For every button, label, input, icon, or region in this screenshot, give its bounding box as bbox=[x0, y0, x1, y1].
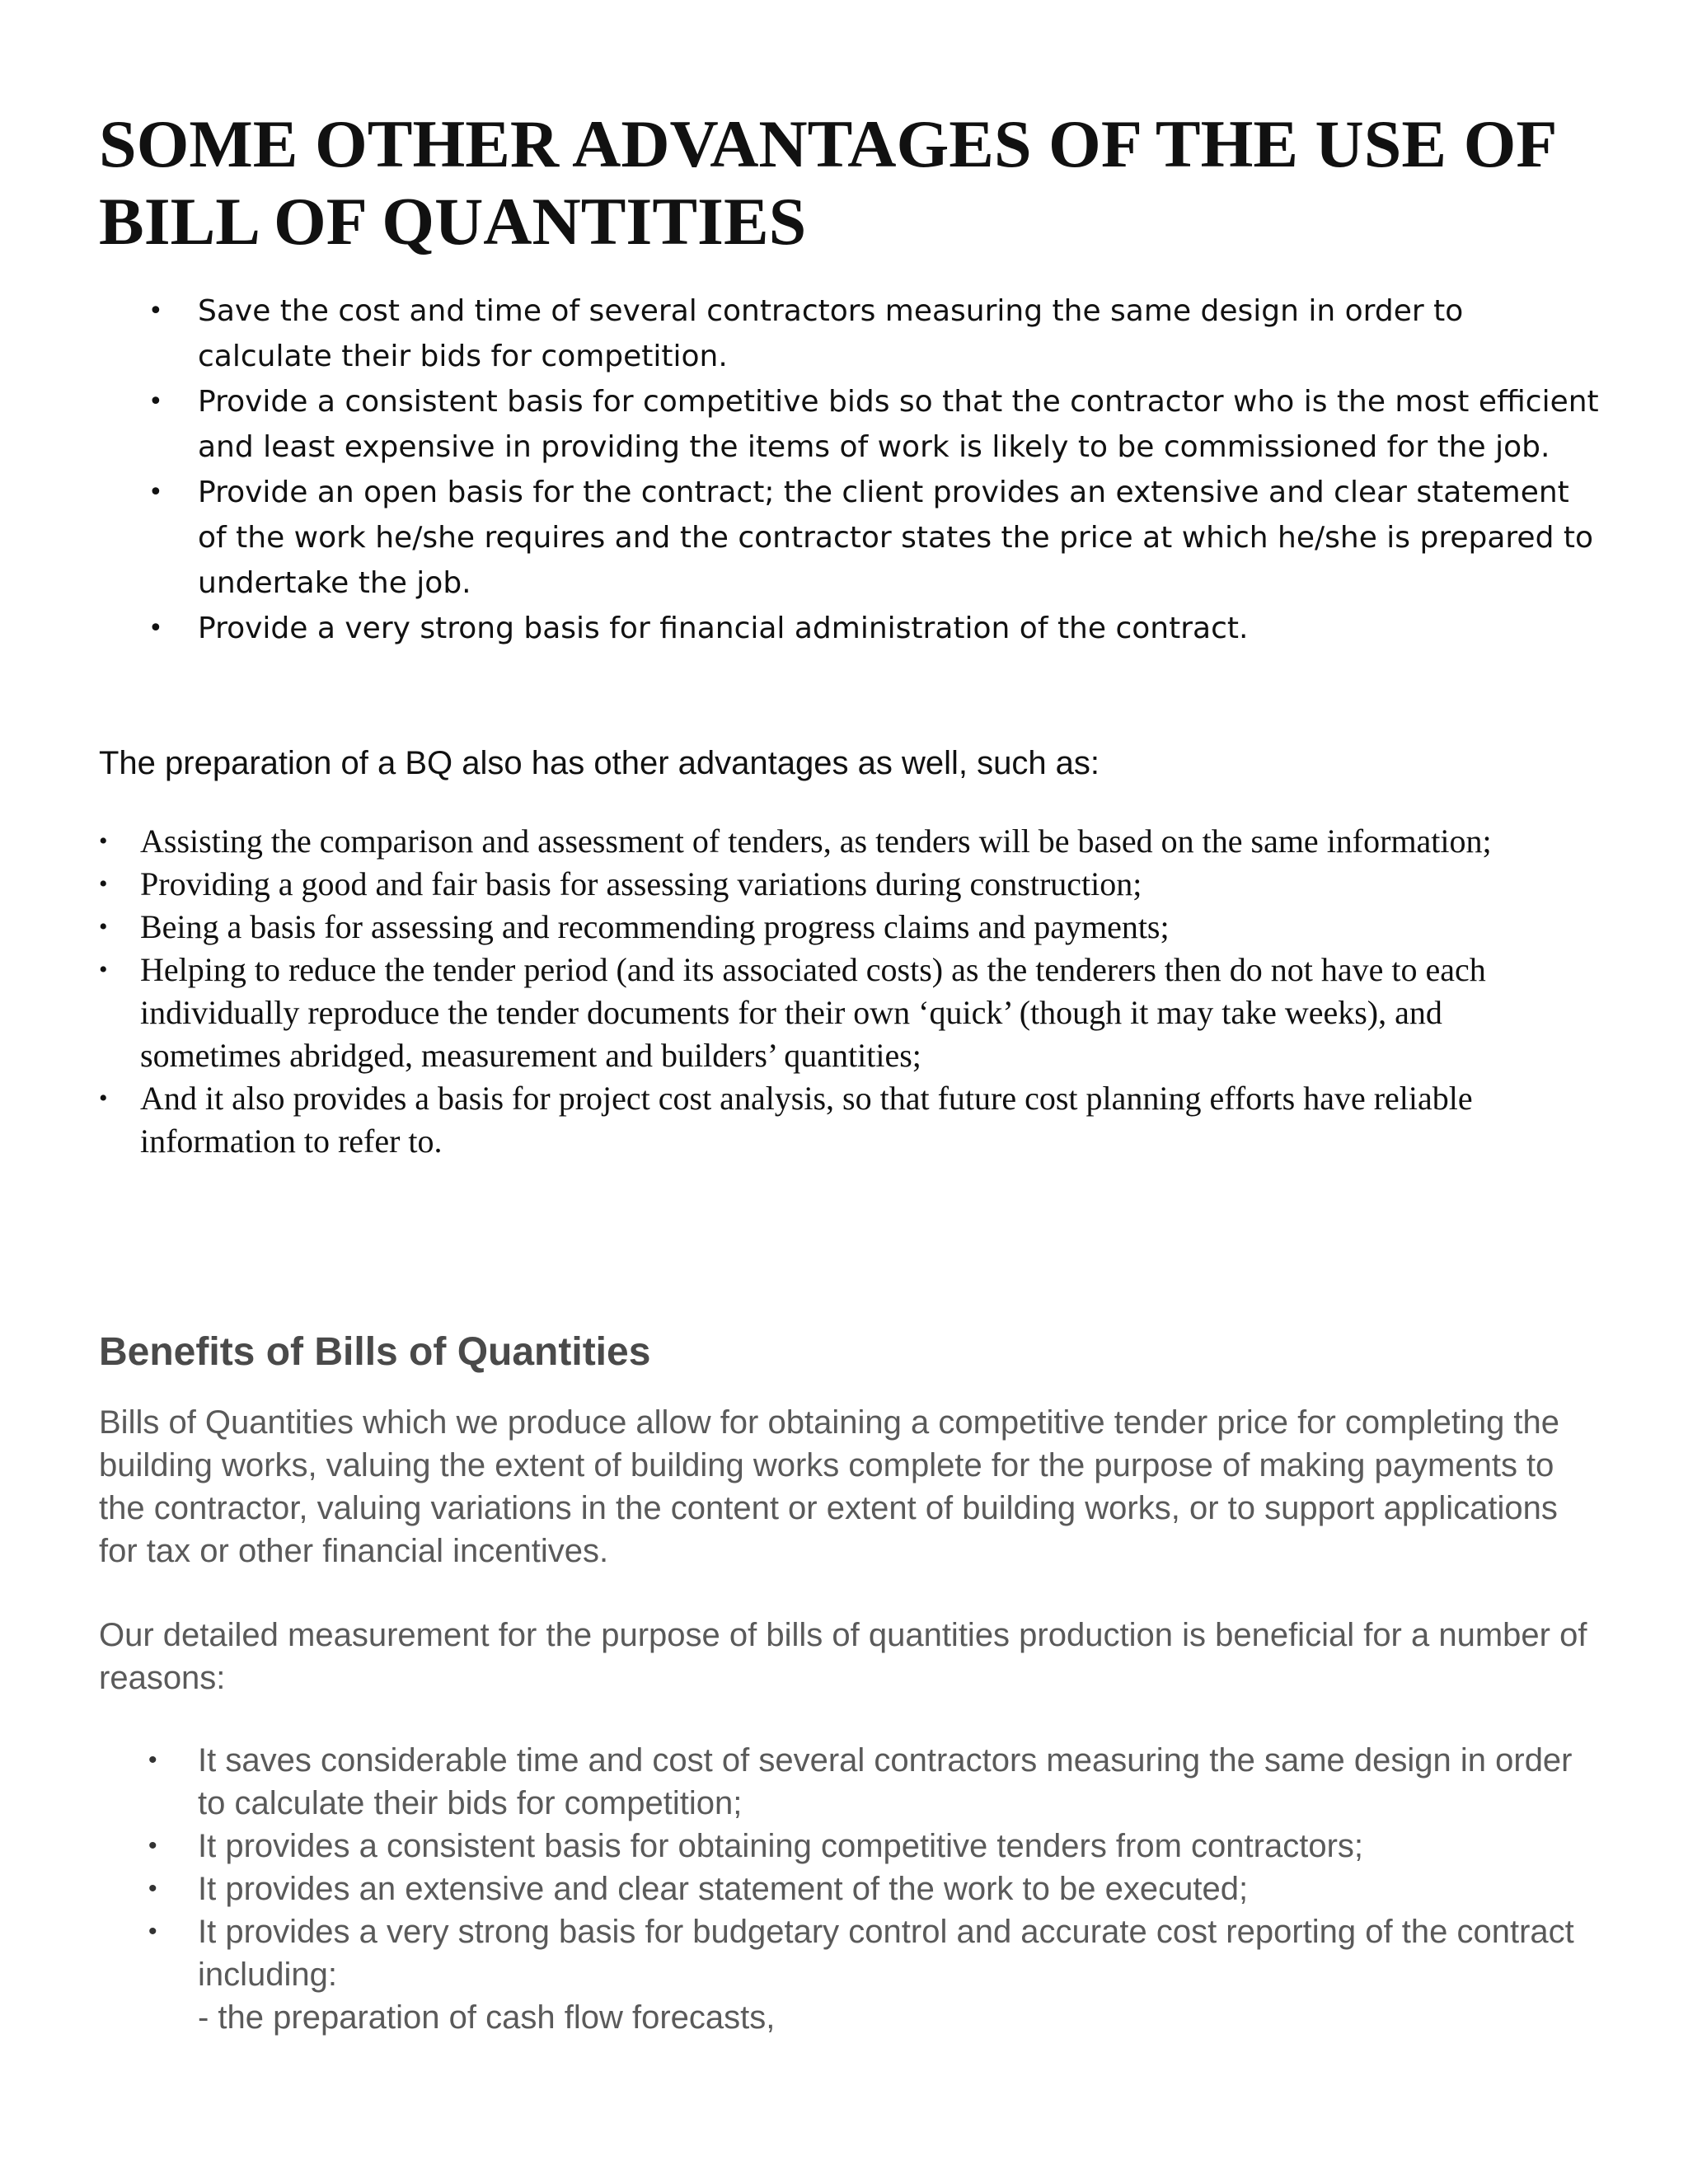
list-item bbox=[99, 606, 1599, 651]
list-item-text: It provides a very strong basis for budgetary control and accurate cost reporting of the contract including: bbox=[198, 1914, 1574, 1993]
list-item bbox=[99, 288, 1599, 379]
list-item-text: Providing a good and fair basis for assessing variations during construction; bbox=[140, 865, 1142, 902]
page-title: SOME OTHER ADVANTAGES OF THE USE OF BILL OF QUANTITIES bbox=[99, 106, 1555, 259]
bullet-icon: • bbox=[148, 614, 163, 643]
list-item bbox=[99, 863, 1582, 906]
intro-sentence: The preparation of a BQ also has other advantages as well, such as: bbox=[99, 745, 1100, 781]
bullet-icon: • bbox=[148, 478, 163, 507]
sub-item-text: - the preparation of cash flow forecasts, bbox=[198, 1999, 776, 2036]
list-item bbox=[99, 906, 1582, 949]
bullet-icon: • bbox=[99, 956, 108, 983]
list-item bbox=[99, 1868, 1599, 1910]
bullet-icon: • bbox=[148, 1746, 157, 1774]
bq-advantages-list bbox=[99, 820, 1582, 1163]
list-item bbox=[99, 820, 1582, 863]
list-item bbox=[99, 1077, 1582, 1163]
benefits-list bbox=[99, 1739, 1599, 2039]
benefits-paragraph: Bills of Quantities which we produce allow for obtaining a competitive tender price for completing the building works, valuing the extent of building works complete for the purpose of making payments to the contractor, valuing variations in the content or extent of building works, or to support applications for tax or other financial incentives. bbox=[99, 1404, 1560, 1569]
bullet-icon: • bbox=[148, 1918, 157, 1945]
advantages-list bbox=[99, 288, 1599, 651]
bullet-icon: • bbox=[99, 913, 108, 940]
list-item-text: Helping to reduce the tender period (and its associated costs) as the tenderers then do not have to each individually reproduce the tender documents for their own ‘quick’ (though it may take weeks), and sometimes abridged, measurement and builders’ quantities; bbox=[140, 951, 1486, 1074]
bullet-icon: • bbox=[148, 1875, 157, 1902]
bullet-icon: • bbox=[148, 387, 163, 416]
list-item-text: Provide a consistent basis for competitive bids so that the contractor who is the most efficient and least expensive in providing the items of work is likely to be commissioned for the job. bbox=[198, 385, 1599, 464]
list-item-text: Assisting the comparison and assessment of tenders, as tenders will be based on the same information; bbox=[140, 823, 1492, 860]
list-item-text: Provide a very strong basis for financial administration of the contract. bbox=[198, 612, 1249, 645]
list-item bbox=[99, 949, 1582, 1077]
list-item-text: And it also provides a basis for project cost analysis, so that future cost planning efforts have reliable information to refer to. bbox=[140, 1080, 1473, 1160]
list-item-text: It provides a consistent basis for obtaining competitive tenders from contractors; bbox=[198, 1828, 1364, 1864]
measurement-paragraph: Our detailed measurement for the purpose of bills of quantities production is beneficial for a number of reasons: bbox=[99, 1617, 1587, 1696]
bullet-icon: • bbox=[99, 870, 108, 898]
list-item bbox=[99, 379, 1599, 470]
bullet-icon: • bbox=[99, 827, 108, 855]
list-item bbox=[99, 1739, 1599, 1825]
list-item bbox=[99, 1910, 1599, 2039]
bullet-icon: • bbox=[148, 1832, 157, 1859]
benefits-heading: Benefits of Bills of Quantities bbox=[99, 1330, 651, 1374]
bullet-icon: • bbox=[148, 297, 163, 326]
list-item bbox=[99, 470, 1599, 606]
list-item-text: It saves considerable time and cost of several contractors measuring the same design in order to calculate their bids for competition; bbox=[198, 1742, 1573, 1821]
list-item bbox=[99, 1825, 1599, 1868]
list-item-text: Save the cost and time of several contractors measuring the same design in order to calculate their bids for competition. bbox=[198, 294, 1464, 373]
list-item-text: Being a basis for assessing and recommending progress claims and payments; bbox=[140, 908, 1170, 945]
bullet-icon: • bbox=[99, 1085, 108, 1112]
list-item-text: Provide an open basis for the contract; the client provides an extensive and clear statement of the work he/she requires and the contractor states the price at which he/she is prepared to undertake the job. bbox=[198, 476, 1594, 600]
list-item-text: It provides an extensive and clear statement of the work to be executed; bbox=[198, 1871, 1249, 1907]
